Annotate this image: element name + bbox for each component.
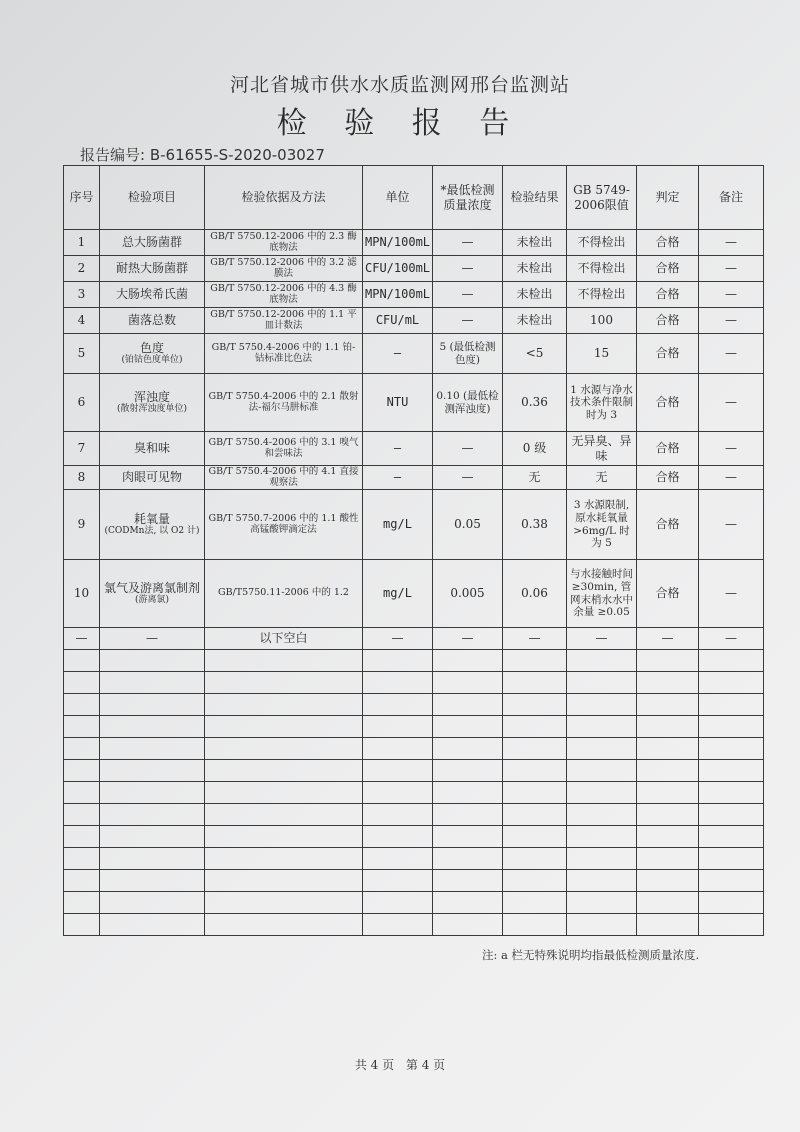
empty-cell: [64, 672, 100, 694]
row-mdl: —: [433, 282, 503, 308]
empty-cell: [433, 914, 503, 936]
row-verdict: 合格: [637, 230, 699, 256]
row-result: <5: [503, 334, 567, 374]
empty-cell: [567, 650, 637, 672]
row-item-name: 色度: [139, 340, 164, 355]
row-mdl: 0.05: [433, 490, 503, 560]
empty-cell: [363, 650, 433, 672]
row-result: 未检出: [503, 230, 567, 256]
blank-row-mdl: —: [433, 628, 503, 650]
empty-cell: [64, 760, 100, 782]
blank-row-result: —: [503, 628, 567, 650]
empty-cell: [64, 650, 100, 672]
row-method: GB/T 5750.12-2006 中的 2.3 酶底物法: [205, 230, 363, 256]
empty-cell: [503, 782, 567, 804]
empty-cell: [64, 694, 100, 716]
empty-cell: [205, 716, 363, 738]
empty-cell: [100, 892, 205, 914]
row-remark: —: [699, 432, 764, 466]
empty-cell: [205, 782, 363, 804]
empty-cell: [503, 892, 567, 914]
empty-row: [64, 716, 764, 738]
row-item-name: 总大肠菌群: [121, 235, 182, 250]
row-unit: —: [363, 466, 433, 490]
empty-row: [64, 694, 764, 716]
empty-cell: [363, 738, 433, 760]
empty-cell: [699, 672, 764, 694]
row-item-name: 大肠埃希氏菌: [115, 287, 188, 302]
row-limit: 无异臭、异味: [567, 432, 637, 466]
header-item: 检验项目: [100, 166, 205, 230]
row-unit: MPN/100mL: [363, 230, 433, 256]
empty-cell: [100, 694, 205, 716]
empty-cell: [433, 672, 503, 694]
row-item-name: 耗氧量: [133, 511, 170, 526]
row-result: 未检出: [503, 282, 567, 308]
header-method: 检验依据及方法: [205, 166, 363, 230]
empty-cell: [699, 914, 764, 936]
row-result: 未检出: [503, 308, 567, 334]
empty-cell: [100, 870, 205, 892]
empty-cell: [699, 826, 764, 848]
empty-cell: [363, 826, 433, 848]
blank-row-verdict: —: [637, 628, 699, 650]
row-item: [100, 374, 205, 432]
row-item: [100, 432, 205, 466]
empty-cell: [363, 892, 433, 914]
empty-cell: [637, 870, 699, 892]
row-item-name: 耐热大肠菌群: [115, 261, 188, 276]
empty-cell: [100, 826, 205, 848]
empty-cell: [100, 804, 205, 826]
empty-cell: [205, 672, 363, 694]
row-limit: 与水接触时间≥30min, 管网末梢水水中余量 ≥0.05: [567, 560, 637, 628]
empty-cell: [64, 848, 100, 870]
row-no: 6: [64, 374, 100, 432]
empty-cell: [363, 672, 433, 694]
header-mdl: *最低检测质量浓度: [433, 166, 503, 230]
row-remark: —: [699, 308, 764, 334]
empty-cell: [363, 782, 433, 804]
empty-cell: [363, 716, 433, 738]
row-mdl: 0.10 (最低检测浑浊度): [433, 374, 503, 432]
blank-row-method: 以下空白: [205, 628, 363, 650]
empty-cell: [433, 716, 503, 738]
empty-cell: [205, 804, 363, 826]
row-remark: —: [699, 256, 764, 282]
header-no: 序号: [64, 166, 100, 230]
empty-cell: [637, 826, 699, 848]
table-row: [64, 490, 764, 560]
row-remark: —: [699, 334, 764, 374]
empty-cell: [567, 672, 637, 694]
row-item-subtitle: (CODMn法, 以 O2 计): [104, 526, 200, 537]
empty-cell: [567, 738, 637, 760]
empty-cell: [503, 716, 567, 738]
empty-cell: [363, 694, 433, 716]
empty-cell: [503, 914, 567, 936]
row-item-subtitle: (铂钴色度单位): [121, 355, 183, 366]
row-unit: mg/L: [363, 490, 433, 560]
empty-cell: [100, 914, 205, 936]
empty-cell: [64, 782, 100, 804]
table-row: [64, 282, 764, 308]
empty-row: [64, 826, 764, 848]
empty-cell: [567, 892, 637, 914]
empty-cell: [64, 870, 100, 892]
table-row: [64, 466, 764, 490]
row-item-name: 氯气及游离氯制剂: [103, 580, 200, 595]
row-item-subtitle: (散射浑浊度单位): [116, 404, 188, 415]
blank-row-remark: —: [699, 628, 764, 650]
empty-cell: [363, 760, 433, 782]
row-verdict: 合格: [637, 308, 699, 334]
empty-row: [64, 914, 764, 936]
empty-row: [64, 650, 764, 672]
empty-cell: [64, 738, 100, 760]
row-result: 无: [503, 466, 567, 490]
row-mdl: —: [433, 256, 503, 282]
row-no: 9: [64, 490, 100, 560]
row-no: 4: [64, 308, 100, 334]
row-unit: NTU: [363, 374, 433, 432]
empty-cell: [64, 804, 100, 826]
table-row: [64, 432, 764, 466]
empty-cell: [363, 870, 433, 892]
row-mdl: 0.005: [433, 560, 503, 628]
empty-cell: [100, 760, 205, 782]
empty-cell: [503, 650, 567, 672]
empty-cell: [100, 848, 205, 870]
row-result: 0.06: [503, 560, 567, 628]
row-no: 8: [64, 466, 100, 490]
table-row: [64, 230, 764, 256]
empty-cell: [567, 760, 637, 782]
total-pages: 共 4 页: [354, 1058, 395, 1072]
empty-cell: [100, 672, 205, 694]
row-verdict: 合格: [637, 490, 699, 560]
row-no: 5: [64, 334, 100, 374]
empty-cell: [64, 914, 100, 936]
empty-cell: [100, 716, 205, 738]
empty-row: [64, 738, 764, 760]
empty-cell: [100, 650, 205, 672]
row-item: [100, 560, 205, 628]
empty-cell: [363, 848, 433, 870]
row-remark: —: [699, 374, 764, 432]
empty-cell: [699, 694, 764, 716]
empty-cell: [433, 694, 503, 716]
empty-cell: [64, 826, 100, 848]
header-verdict: 判定: [637, 166, 699, 230]
row-no: 3: [64, 282, 100, 308]
row-method: GB/T 5750.4-2006 中的 4.1 直接观察法: [205, 466, 363, 490]
table-header-row: [64, 166, 764, 230]
row-mdl: —: [433, 432, 503, 466]
empty-cell: [567, 914, 637, 936]
row-mdl: —: [433, 466, 503, 490]
empty-cell: [503, 826, 567, 848]
empty-cell: [503, 848, 567, 870]
row-item: [100, 334, 205, 374]
header-limit: GB 5749-2006限值: [567, 166, 637, 230]
row-item: [100, 256, 205, 282]
empty-cell: [637, 848, 699, 870]
empty-row: [64, 870, 764, 892]
empty-row: [64, 892, 764, 914]
header-result: 检验结果: [503, 166, 567, 230]
empty-cell: [567, 870, 637, 892]
row-unit: —: [363, 432, 433, 466]
header-remark: 备注: [699, 166, 764, 230]
row-verdict: 合格: [637, 466, 699, 490]
empty-cell: [205, 826, 363, 848]
empty-cell: [699, 870, 764, 892]
row-method: GB/T 5750.4-2006 中的 3.1 嗅气和尝味法: [205, 432, 363, 466]
table-row: [64, 256, 764, 282]
empty-cell: [699, 892, 764, 914]
row-mdl: —: [433, 230, 503, 256]
empty-cell: [205, 914, 363, 936]
empty-cell: [637, 650, 699, 672]
footnote: 注: a 栏无特殊说明均指最低检测质量浓度.: [482, 948, 700, 962]
empty-cell: [637, 782, 699, 804]
header-unit: 单位: [363, 166, 433, 230]
empty-cell: [637, 892, 699, 914]
row-method: GB/T 5750.4-2006 中的 1.1 铂-钴标准比色法: [205, 334, 363, 374]
empty-cell: [637, 804, 699, 826]
report-title: 检 验 报 告: [276, 106, 524, 141]
empty-cell: [433, 738, 503, 760]
row-limit: 100: [567, 308, 637, 334]
row-no: 2: [64, 256, 100, 282]
empty-cell: [433, 848, 503, 870]
empty-cell: [64, 892, 100, 914]
row-item: [100, 230, 205, 256]
table-row: [64, 308, 764, 334]
empty-cell: [699, 716, 764, 738]
empty-cell: [433, 804, 503, 826]
empty-cell: [433, 650, 503, 672]
empty-row: [64, 848, 764, 870]
row-result: 未检出: [503, 256, 567, 282]
empty-cell: [699, 738, 764, 760]
empty-cell: [433, 760, 503, 782]
row-remark: —: [699, 490, 764, 560]
inspection-table: [63, 165, 764, 936]
blank-row-unit: —: [363, 628, 433, 650]
empty-cell: [699, 804, 764, 826]
row-limit: 3 水源限制, 原水耗氧量 >6mg/L 时为 5: [567, 490, 637, 560]
empty-cell: [567, 848, 637, 870]
row-remark: —: [699, 466, 764, 490]
empty-row: [64, 804, 764, 826]
empty-cell: [363, 804, 433, 826]
row-limit: 15: [567, 334, 637, 374]
blank-row-limit: —: [567, 628, 637, 650]
blank-row-no: —: [64, 628, 100, 650]
row-unit: —: [363, 334, 433, 374]
table-row: [64, 560, 764, 628]
row-unit: MPN/100mL: [363, 282, 433, 308]
row-mdl: 5 (最低检测色度): [433, 334, 503, 374]
row-limit: 无: [567, 466, 637, 490]
empty-cell: [637, 716, 699, 738]
row-item: [100, 490, 205, 560]
row-remark: —: [699, 230, 764, 256]
row-verdict: 合格: [637, 256, 699, 282]
row-method: GB/T 5750.7-2006 中的 1.1 酸性高锰酸钾滴定法: [205, 490, 363, 560]
empty-row: [64, 782, 764, 804]
empty-cell: [637, 672, 699, 694]
empty-cell: [205, 870, 363, 892]
empty-cell: [567, 694, 637, 716]
empty-cell: [433, 826, 503, 848]
empty-cell: [567, 782, 637, 804]
empty-cell: [699, 760, 764, 782]
row-no: 1: [64, 230, 100, 256]
row-unit: CFU/100mL: [363, 256, 433, 282]
row-item: [100, 282, 205, 308]
page-footer: [0, 1056, 800, 1073]
empty-cell: [205, 694, 363, 716]
row-result: 0.36: [503, 374, 567, 432]
table-row: [64, 374, 764, 432]
empty-cell: [100, 738, 205, 760]
empty-cell: [699, 848, 764, 870]
row-unit: CFU/mL: [363, 308, 433, 334]
empty-cell: [100, 782, 205, 804]
organization-name: 河北省城市供水水质监测网邢台监测站: [229, 74, 570, 96]
empty-cell: [567, 826, 637, 848]
row-result: 0.38: [503, 490, 567, 560]
empty-cell: [503, 738, 567, 760]
row-remark: —: [699, 282, 764, 308]
table-row: [64, 334, 764, 374]
empty-cell: [503, 804, 567, 826]
row-limit: 不得检出: [567, 230, 637, 256]
row-item-name: 浑浊度: [133, 389, 170, 404]
row-mdl: —: [433, 308, 503, 334]
empty-cell: [503, 694, 567, 716]
row-item: [100, 308, 205, 334]
row-method: GB/T 5750.12-2006 中的 4.3 酶底物法: [205, 282, 363, 308]
row-limit: 1 水源与净水技术条件限制时为 3: [567, 374, 637, 432]
empty-cell: [637, 914, 699, 936]
row-item-name: 肉眼可见物: [121, 470, 182, 485]
blank-row-item: —: [100, 628, 205, 650]
row-remark: —: [699, 560, 764, 628]
empty-cell: [637, 694, 699, 716]
row-unit: mg/L: [363, 560, 433, 628]
row-verdict: 合格: [637, 282, 699, 308]
row-method: GB/T 5750.12-2006 中的 3.2 滤膜法: [205, 256, 363, 282]
empty-row: [64, 672, 764, 694]
empty-cell: [503, 870, 567, 892]
current-page: 第 4 页: [405, 1058, 446, 1072]
row-method: GB/T 5750.12-2006 中的 1.1 平皿计数法: [205, 308, 363, 334]
empty-cell: [433, 782, 503, 804]
empty-cell: [699, 650, 764, 672]
row-result: 0 级: [503, 432, 567, 466]
row-verdict: 合格: [637, 374, 699, 432]
row-limit: 不得检出: [567, 256, 637, 282]
empty-cell: [205, 650, 363, 672]
empty-cell: [64, 716, 100, 738]
empty-cell: [503, 760, 567, 782]
empty-cell: [567, 716, 637, 738]
row-limit: 不得检出: [567, 282, 637, 308]
row-item-subtitle: (游离氯): [134, 595, 170, 606]
row-item-name: 菌落总数: [127, 313, 176, 328]
blank-marker-row: [64, 628, 764, 650]
row-verdict: 合格: [637, 432, 699, 466]
empty-cell: [433, 870, 503, 892]
empty-cell: [637, 760, 699, 782]
empty-cell: [205, 738, 363, 760]
empty-cell: [503, 672, 567, 694]
empty-cell: [567, 804, 637, 826]
row-item: [100, 466, 205, 490]
empty-cell: [205, 848, 363, 870]
empty-cell: [205, 760, 363, 782]
empty-row: [64, 760, 764, 782]
row-no: 10: [64, 560, 100, 628]
row-method: GB/T5750.11-2006 中的 1.2: [205, 560, 363, 628]
empty-cell: [433, 892, 503, 914]
empty-cell: [637, 738, 699, 760]
report-number: 报告编号: B-61655-S-2020-03027: [80, 146, 325, 164]
row-verdict: 合格: [637, 560, 699, 628]
row-item-name: 臭和味: [133, 441, 170, 456]
empty-cell: [699, 782, 764, 804]
row-verdict: 合格: [637, 334, 699, 374]
row-method: GB/T 5750.4-2006 中的 2.1 散射法-福尔马肼标准: [205, 374, 363, 432]
empty-cell: [363, 914, 433, 936]
row-no: 7: [64, 432, 100, 466]
empty-cell: [205, 892, 363, 914]
